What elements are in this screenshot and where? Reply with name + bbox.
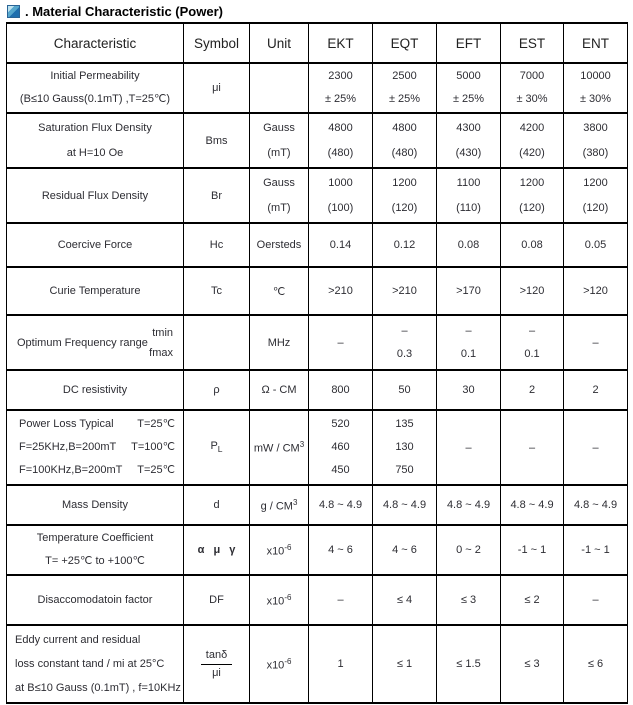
value-cell-ekt: 4.8 ~ 4.9 <box>309 485 373 525</box>
value-cell-est: 7000 ± 30% <box>501 63 564 113</box>
symbol-cell: Bms <box>184 113 250 168</box>
value-cell-eqt: 4.8 ~ 4.9 <box>373 485 437 525</box>
page-title: . Material Characteristic (Power) <box>25 4 223 19</box>
characteristic-cell: Saturation Flux Density at H=10 Oe <box>7 113 184 168</box>
table-row <box>7 370 628 410</box>
value-cell-est: – 0.1 <box>501 315 564 370</box>
table-row <box>7 63 628 113</box>
value-cell-est: 4.8 ~ 4.9 <box>501 485 564 525</box>
value-cell-est: 4200 (420) <box>501 113 564 168</box>
value-cell-est: 1200 (120) <box>501 168 564 223</box>
value-cell-est: ≤ 2 <box>501 575 564 625</box>
table-row <box>7 485 628 525</box>
value-cell-ent: – <box>564 410 628 485</box>
value-cell-eft: 30 <box>437 370 501 410</box>
unit-cell: mW / $CM^3$ <box>250 410 309 485</box>
unit-cell: Gauss (mT) <box>250 113 309 168</box>
value-cell-est: >120 <box>501 267 564 315</box>
symbol-cell: $P_L$ <box>184 410 250 485</box>
characteristic-cell: Coercive Force <box>7 223 184 267</box>
unit-cell <box>250 63 309 113</box>
value-cell-ent: 3800 (380) <box>564 113 628 168</box>
value-cell-eqt: – 0.3 <box>373 315 437 370</box>
value-cell-est: – <box>501 410 564 485</box>
value-cell-ekt: 0.14 <box>309 223 373 267</box>
table-row <box>7 168 628 223</box>
symbol-cell: Tc <box>184 267 250 315</box>
col-header-eft: EFT <box>437 23 501 63</box>
value-cell-eqt: 4800 (480) <box>373 113 437 168</box>
value-cell-eft: 0 ~ 2 <box>437 525 501 575</box>
value-cell-est: -1 ~ 1 <box>501 525 564 575</box>
value-cell-eft: – <box>437 410 501 485</box>
unit-cell: ℃ <box>250 267 309 315</box>
col-header-unit: Unit <box>250 23 309 63</box>
characteristic-cell: DC resistivity <box>7 370 184 410</box>
table-row <box>7 315 628 370</box>
value-cell-ekt: 2300 ± 25% <box>309 63 373 113</box>
value-cell-eqt: ≤ 4 <box>373 575 437 625</box>
col-header-eqt: EQT <box>373 23 437 63</box>
unit-cell: g / $CM^3$ <box>250 485 309 525</box>
symbol-cell <box>184 315 250 370</box>
section-title <box>7 4 628 19</box>
unit-cell: $x10^{-6}$ <box>250 575 309 625</box>
value-cell-eqt: >210 <box>373 267 437 315</box>
table-row <box>7 267 628 315</box>
value-cell-ent: 10000 ± 30% <box>564 63 628 113</box>
unit-cell: Gauss (mT) <box>250 168 309 223</box>
characteristic-cell: Initial Permeability (B≤10 Gauss(0.1mT) ,T=25℃) <box>7 63 184 113</box>
unit-cell: $x10^{-6}$ <box>250 625 309 703</box>
table-row <box>7 625 628 703</box>
value-cell-est: ≤ 3 <box>501 625 564 703</box>
value-cell-est: 0.08 <box>501 223 564 267</box>
characteristic-cell: Eddy current and residual loss constant tand / mi at 25°C at B≤10 Gauss (0.1mT) , f=10KHz <box>7 625 184 703</box>
symbol-cell: Hc <box>184 223 250 267</box>
value-cell-ekt: – <box>309 315 373 370</box>
value-cell-eqt: 0.12 <box>373 223 437 267</box>
symbol-cell: Br <box>184 168 250 223</box>
value-cell-eft: >170 <box>437 267 501 315</box>
value-cell-ent: – <box>564 315 628 370</box>
symbol-cell: DF <box>184 575 250 625</box>
col-header-ekt: EKT <box>309 23 373 63</box>
value-cell-eqt: 2500 ± 25% <box>373 63 437 113</box>
value-cell-est: 2 <box>501 370 564 410</box>
value-cell-eft: – 0.1 <box>437 315 501 370</box>
characteristic-cell: Disaccomodatoin factor <box>7 575 184 625</box>
unit-cell: Ω - CM <box>250 370 309 410</box>
value-cell-eqt: 50 <box>373 370 437 410</box>
char-label: Optimum Frequency range <box>17 336 148 349</box>
unit-cell: Oersteds <box>250 223 309 267</box>
symbol-cell: ρ <box>184 370 250 410</box>
value-cell-eft: 0.08 <box>437 223 501 267</box>
value-cell-ent: -1 ~ 1 <box>564 525 628 575</box>
characteristic-cell: Mass Density <box>7 485 184 525</box>
table-row <box>7 223 628 267</box>
value-cell-eft: 4.8 ~ 4.9 <box>437 485 501 525</box>
value-cell-ent: – <box>564 575 628 625</box>
value-cell-eft: 4300 (430) <box>437 113 501 168</box>
value-cell-ekt: >210 <box>309 267 373 315</box>
value-cell-eqt: ≤ 1 <box>373 625 437 703</box>
symbol-cell <box>184 625 250 703</box>
characteristic-cell: Curie Temperature <box>7 267 184 315</box>
symbol-cell: μi <box>184 63 250 113</box>
value-cell-ent: ≤ 6 <box>564 625 628 703</box>
unit-cell: MHz <box>250 315 309 370</box>
value-cell-ekt: – <box>309 575 373 625</box>
col-header-est: EST <box>501 23 564 63</box>
characteristic-cell: Temperature Coefficient T= +25℃ to +100℃ <box>7 525 184 575</box>
col-header-symbol: Symbol <box>184 23 250 63</box>
value-cell-eqt: 135 130 750 <box>373 410 437 485</box>
value-cell-eft: ≤ 1.5 <box>437 625 501 703</box>
symbol-cell: d <box>184 485 250 525</box>
header-row <box>7 23 628 63</box>
tan-delta-over-mu-fraction: $\frac{\tan\delta}{\mu i}$ <box>201 649 232 680</box>
value-cell-ekt: 4 ~ 6 <box>309 525 373 575</box>
table-row <box>7 113 628 168</box>
value-cell-ent: 2 <box>564 370 628 410</box>
value-cell-eft: 5000 ± 25% <box>437 63 501 113</box>
value-cell-ekt: 520 460 450 <box>309 410 373 485</box>
blue-square-icon <box>7 5 20 18</box>
value-cell-ekt: 4800 (480) <box>309 113 373 168</box>
value-cell-eqt: 4 ~ 6 <box>373 525 437 575</box>
value-cell-ent: 4.8 ~ 4.9 <box>564 485 628 525</box>
characteristic-cell: Optimum Frequency range tmin fmax <box>7 315 184 370</box>
symbol-cell: α μ γ <box>184 525 250 575</box>
value-cell-eft: ≤ 3 <box>437 575 501 625</box>
characteristic-cell: Residual Flux Density <box>7 168 184 223</box>
characteristic-cell: Power Loss Typical T=25℃ F=25KHz,B=200mT T=100℃ F=100KHz,B=200mT T=25℃ <box>7 410 184 485</box>
value-cell-eqt: 1200 (120) <box>373 168 437 223</box>
value-cell-ent: 1200 (120) <box>564 168 628 223</box>
unit-cell: $x10^{-6}$ <box>250 525 309 575</box>
col-header-characteristic: Characteristic <box>7 23 184 63</box>
material-characteristic-table <box>6 22 628 704</box>
value-cell-ekt: 1 <box>309 625 373 703</box>
table-row <box>7 575 628 625</box>
value-cell-ent: >120 <box>564 267 628 315</box>
col-header-ent: ENT <box>564 23 628 63</box>
value-cell-ekt: 800 <box>309 370 373 410</box>
table-row <box>7 525 628 575</box>
table-row <box>7 410 628 485</box>
value-cell-ent: 0.05 <box>564 223 628 267</box>
value-cell-eft: 1100 (110) <box>437 168 501 223</box>
value-cell-ekt: 1000 (100) <box>309 168 373 223</box>
